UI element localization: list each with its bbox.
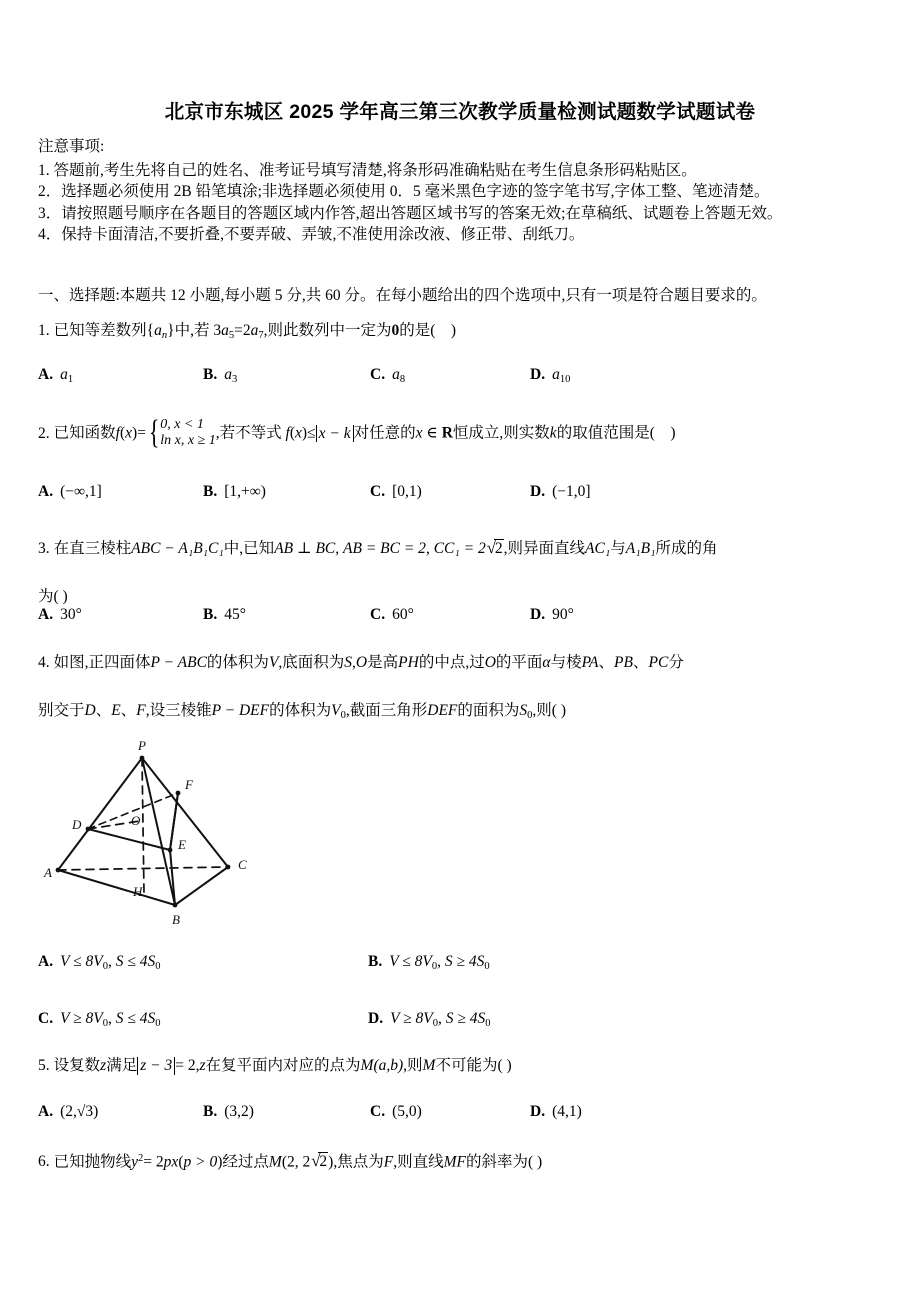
option-4-B-sub1: 0 — [431, 960, 438, 972]
option-1-C-value: a — [392, 366, 400, 383]
option-5-D-value: (4,1) — [552, 1103, 582, 1120]
option-1-D-value: a — [552, 366, 560, 383]
option-2-D[interactable] — [530, 483, 591, 501]
option-4-C-label: C. — [38, 1010, 54, 1027]
option-4-A-sep: , — [108, 953, 116, 970]
question-4-F: F — [136, 702, 146, 719]
option-5-A-value: (2,√3) — [60, 1103, 99, 1120]
sqrt-icon-2: √2 — [311, 1151, 328, 1171]
question-1-text-b: 中,若 — [174, 322, 210, 339]
question-3-text-f: 与 — [610, 540, 626, 557]
question-3-text-a: 在直三棱柱 — [53, 540, 132, 557]
question-3-cc1: CC₁ = 2 — [433, 540, 486, 557]
question-1-coef-a: 3 — [213, 322, 222, 339]
question-6-F: F — [383, 1153, 394, 1171]
option-2-C-value: [0,1) — [392, 483, 422, 500]
option-5-C-value: (5,0) — [392, 1103, 422, 1120]
notice-item-3: 3．请按照题号顺序在各题目的答题区域内作答,超出答题区域书写的答案无效;在草稿纸、试题卷上答题无效。 — [38, 204, 783, 222]
question-1-term-a: a — [221, 322, 229, 339]
option-1-C-label: C. — [370, 366, 386, 383]
option-4-A-label: A. — [38, 953, 54, 970]
option-5-B-label: B. — [203, 1103, 218, 1120]
notice-item-1: 1. 答题前,考生先将自己的姓名、准考证号填写清楚,将条形码准确粘贴在考生信息条形码粘贴区。 — [38, 161, 697, 179]
question-4-text-o: ,设三棱锥 — [145, 702, 212, 719]
figure-label-O: O — [131, 813, 141, 828]
option-5-C[interactable] — [370, 1103, 422, 1121]
question-5-Mab: (a,b) — [373, 1057, 404, 1074]
question-2-text-d: 恒成立,则实数 — [452, 424, 550, 442]
notice-item-2: 2．选择题必须使用 2B 铅笔填涂;非选择题必须使用 0．5 毫米黑色字迹的签字笔书写,字体工整、笔迹清楚。 — [38, 183, 770, 200]
question-2-k: k — [549, 424, 557, 442]
option-3-A[interactable] — [38, 606, 82, 624]
question-5-text-d: 在复平面内对应的点为 — [205, 1057, 361, 1074]
option-4-C-sub1: 0 — [102, 1017, 109, 1029]
question-4-text-h: 与棱 — [550, 654, 582, 671]
page-title: 北京市东城区 2025 学年高三第三次教学质量检测试题数学试题试卷 — [164, 101, 756, 123]
question-6-text-b: 经过点 — [222, 1153, 269, 1171]
question-4-V0: V — [331, 702, 341, 719]
option-1-A-value: a — [60, 366, 68, 383]
question-5-text-e: ,则 — [403, 1057, 423, 1074]
question-4-options-row1 — [38, 953, 900, 977]
option-2-A-value: (−∞,1] — [60, 483, 102, 500]
option-3-D-label: D. — [530, 606, 546, 623]
question-4-text-e: 是高 — [367, 654, 399, 671]
question-4-text-s: ,则( ) — [532, 702, 566, 719]
question-5-M2: M — [422, 1057, 436, 1074]
question-4-text-d: , — [352, 654, 356, 671]
question-2-text-a: 已知函数 — [53, 424, 116, 442]
question-6-text-c: ,焦点为 — [333, 1153, 384, 1171]
option-4-C-part1: V ≥ 8V — [60, 1010, 103, 1027]
question-6-point: 2, 2 — [286, 1153, 311, 1171]
question-4-S0: S — [519, 702, 528, 719]
option-3-B-label: B. — [203, 606, 218, 623]
question-2-fn-arg: x — [125, 424, 133, 442]
option-3-D[interactable] — [530, 606, 574, 624]
question-3-number: 3. — [38, 540, 50, 557]
question-3-text-c: , — [335, 540, 340, 557]
option-2-B-value: [1,+∞) — [224, 483, 266, 500]
question-6-px: px — [163, 1153, 179, 1171]
figure-label-D: D — [72, 817, 82, 832]
option-1-A-sub: 1 — [67, 373, 74, 385]
option-4-A-part1: V ≤ 8V — [60, 953, 103, 970]
question-1-seq: a — [154, 322, 162, 339]
figure-label-P: P — [138, 738, 146, 753]
question-4-V: V — [268, 654, 279, 671]
question-3-perp: AB ⊥ BC — [274, 540, 336, 557]
option-4-A[interactable] — [38, 953, 161, 972]
question-3 — [38, 535, 900, 610]
question-6-y: y — [131, 1153, 139, 1171]
question-6-text-e: 的斜率为( ) — [465, 1153, 543, 1171]
question-4-text-l: 别交于 — [38, 702, 85, 719]
question-2-text-b: ,若不等式 — [215, 424, 282, 442]
option-5-D-label: D. — [530, 1103, 546, 1120]
question-6-cond: p > 0 — [183, 1153, 218, 1171]
question-1-text-d: 的是( — [399, 322, 436, 339]
question-6-rad: 2 — [319, 1153, 328, 1171]
question-4-text-r: 的面积为 — [457, 702, 520, 719]
question-4-E: E — [111, 702, 121, 719]
tetrahedron-figure — [30, 733, 320, 938]
question-2-fn: f — [115, 424, 120, 442]
option-3-C-label: C. — [370, 606, 386, 623]
question-4-pabc: P − ABC — [150, 654, 207, 671]
question-4-PDEF: P − DEF — [211, 702, 270, 719]
question-4-PC: PC — [648, 654, 669, 671]
question-6: 6. 已知抛物线$y^2= 2px(p > 0)$经过点M(2, 2√2),焦点为F,则直线MF的斜率为( ) — [38, 1146, 900, 1175]
question-4-number: 4. — [38, 654, 50, 671]
question-4-text-k: 分 — [668, 654, 684, 671]
option-1-C-sub: 8 — [399, 373, 406, 385]
option-4-D-part2: S ≥ 4S — [445, 1010, 486, 1027]
question-1-text-e: ) — [450, 322, 457, 339]
question-4-S0-sub: 0 — [527, 709, 533, 721]
question-2-fn2-arg: x — [295, 424, 302, 442]
question-5-text-a: 设复数 — [53, 1057, 101, 1074]
question-6-MF: MF — [443, 1153, 466, 1171]
question-4-text-q: ,截面三角形 — [345, 702, 428, 719]
option-1-B-label: B. — [203, 366, 218, 383]
figure-label-E: E — [178, 837, 186, 852]
option-3-C-value: 60° — [392, 606, 414, 623]
question-4-text-p: 的体积为 — [269, 702, 332, 719]
question-4-S: S — [344, 654, 353, 671]
option-4-B-sub2: 0 — [484, 960, 490, 972]
tetrahedron-svg — [30, 733, 320, 938]
notice-item-4: 4．保持卡面清洁,不要折叠,不要弄破、弄皱,不准使用涂改液、修正带、刮纸刀。 — [38, 226, 585, 243]
option-4-D-label: D. — [368, 1010, 384, 1027]
question-1-coef-b: 2 — [242, 322, 251, 339]
question-3-text-b: 中,已知 — [223, 540, 275, 557]
option-1-C[interactable] — [370, 366, 405, 385]
notice-block — [38, 136, 894, 246]
option-5-A[interactable] — [38, 1103, 98, 1121]
question-5 — [38, 1053, 900, 1079]
option-5-A-label: A. — [38, 1103, 54, 1120]
option-3-D-value: 90° — [552, 606, 574, 623]
option-2-C-label: C. — [370, 483, 386, 500]
option-4-B-part1: V ≤ 8V — [389, 953, 432, 970]
option-4-C-sep: , — [108, 1010, 116, 1027]
option-1-B-sub: 3 — [231, 373, 238, 385]
option-5-B[interactable] — [203, 1103, 254, 1121]
question-1: 1. 已知等差数列$\{a_n\}$中,若 $3a_5=2a_7$,则此数列中一定为0的是( ) — [38, 322, 457, 341]
question-5-text-f: 不可能为( ) — [435, 1057, 512, 1074]
question-1-zero: 0 — [391, 322, 400, 339]
option-2-D-value: (−1,0] — [552, 483, 591, 500]
question-2: 2. 已知函数f(x)= { 0, x < 1 ln x, x ≥ 1 ,若不等式 f(x)≤ x − k 对任意的x ∈ R恒成立,则实数k的取值范围是( ) — [38, 414, 676, 451]
question-4-text-m: 、 — [95, 702, 112, 719]
question-4-O2: O — [484, 654, 496, 671]
option-3-B-value: 45° — [224, 606, 246, 623]
question-4-DEF: DEF — [427, 702, 458, 719]
option-1-D[interactable] — [530, 366, 570, 385]
question-6-text-a: 已知抛物线 — [53, 1153, 132, 1171]
question-1-text-c: ,则此数列中一定为 — [263, 322, 392, 339]
question-5-M: M — [360, 1057, 374, 1074]
figure-label-B: B — [172, 912, 180, 927]
option-3-C[interactable] — [370, 606, 414, 624]
question-5-text-c: , — [195, 1057, 200, 1074]
notice-heading: 注意事项: — [38, 138, 105, 155]
question-3-text-d: , — [425, 540, 430, 557]
question-4-O: O — [355, 654, 368, 671]
figure-label-F: F — [185, 777, 193, 792]
option-1-B-value: a — [224, 366, 232, 383]
option-2-A-label: A. — [38, 483, 54, 500]
question-1-options — [38, 366, 900, 390]
option-4-D[interactable] — [368, 1010, 491, 1029]
option-1-D-label: D. — [530, 366, 546, 383]
option-4-A-sub2: 0 — [155, 960, 161, 972]
question-4-text-f: 的中点,过 — [418, 654, 485, 671]
question-4 — [38, 650, 900, 729]
option-2-D-label: D. — [530, 483, 546, 500]
question-4-text-n: 、 — [120, 702, 137, 719]
option-4-A-part2: S ≤ 4S — [115, 953, 156, 970]
question-4-alpha: α — [542, 654, 551, 671]
question-4-PH: PH — [398, 654, 419, 671]
question-5-text-b: 满足 — [106, 1057, 138, 1074]
option-5-D[interactable] — [530, 1103, 582, 1121]
question-3-ac1: AC₁ — [585, 540, 611, 557]
question-2-text-e: 的取值范围是( — [556, 424, 655, 442]
question-1-seq-sub: n — [161, 329, 168, 341]
question-2-R: R — [441, 424, 453, 442]
question-4-text-i: 、 — [598, 654, 615, 671]
option-2-A[interactable] — [38, 483, 102, 501]
question-3-text-e: ,则异面直线 — [503, 540, 586, 557]
question-2-fn2: f — [285, 424, 290, 442]
option-1-A[interactable] — [38, 366, 73, 385]
question-1-equals: = — [234, 322, 243, 339]
option-2-B[interactable] — [203, 483, 266, 501]
question-6-eq: = 2 — [143, 1153, 164, 1171]
question-4-V0-sub: 0 — [340, 709, 346, 721]
question-2-xin: x ∈ — [415, 424, 438, 442]
question-6-y-sup: 2 — [138, 1153, 144, 1164]
question-4-text-g: 的平面 — [495, 654, 543, 671]
question-5-abs: z − 3 — [137, 1057, 175, 1075]
option-3-A-value: 30° — [60, 606, 82, 623]
question-6-text-d: ,则直线 — [393, 1153, 444, 1171]
option-4-B-label: B. — [368, 953, 383, 970]
question-5-z2: z — [199, 1057, 206, 1074]
question-1-text-a: 已知等差数列 — [53, 322, 147, 339]
question-2-eq: = — [137, 424, 146, 442]
option-3-B[interactable] — [203, 606, 246, 624]
question-2-abs: x − k — [316, 425, 354, 443]
question-6-M: M — [268, 1153, 282, 1171]
option-4-D-sub1: 0 — [432, 1017, 439, 1029]
sqrt-icon: √2 — [486, 538, 503, 557]
question-2-le: ≤ — [307, 424, 316, 442]
question-4-PA: PA — [581, 654, 599, 671]
option-1-D-sub: 10 — [559, 373, 571, 385]
option-4-A-sub1: 0 — [102, 960, 109, 972]
question-3-a1b1: A₁B₁ — [625, 540, 656, 557]
option-3-A-label: A. — [38, 606, 54, 623]
question-3-options — [38, 606, 900, 630]
figure-label-H: H — [133, 884, 143, 899]
option-4-B-sep: , — [437, 953, 445, 970]
piecewise-case-2: ln x, x ≥ 1 — [160, 433, 216, 448]
question-3-text-g: 所成的角 — [655, 540, 718, 557]
option-4-C-part2: S ≤ 4S — [115, 1010, 156, 1027]
question-4-text-a: 如图,正四面体 — [53, 654, 151, 671]
figure-label-A: A — [44, 865, 52, 880]
question-1-term-b: a — [250, 322, 259, 339]
section-heading: 一、选择题:本题共 12 小题,每小题 5 分,共 60 分。在每小题给出的四个选项中,只有一项是符合题目要求的。 — [38, 287, 767, 304]
option-5-C-label: C. — [370, 1103, 386, 1120]
question-1-number: 1. — [38, 322, 50, 339]
option-4-D-part1: V ≥ 8V — [390, 1010, 433, 1027]
option-1-A-label: A. — [38, 366, 54, 383]
question-3-line2: 为( ) — [38, 588, 68, 605]
question-4-options-row2 — [38, 1010, 900, 1034]
question-3-sqrt2: 2 — [494, 540, 503, 557]
option-4-C-sub2: 0 — [155, 1017, 161, 1029]
option-5-B-value: (3,2) — [224, 1103, 254, 1120]
figure-label-C: C — [238, 857, 247, 872]
question-5-options — [38, 1103, 900, 1127]
option-4-D-sub2: 0 — [485, 1017, 491, 1029]
question-2-number: 2. — [38, 424, 50, 442]
option-4-B[interactable] — [368, 953, 490, 972]
question-5-eq: = 2 — [175, 1057, 196, 1074]
option-2-C[interactable] — [370, 483, 422, 501]
question-3-prism: ABC − A₁B₁C₁ — [131, 540, 224, 557]
question-4-D: D — [84, 702, 96, 719]
option-2-B-label: B. — [203, 483, 218, 500]
question-4-text-c: ,底面积为 — [278, 654, 345, 671]
question-4-PB: PB — [614, 654, 633, 671]
question-5-z: z — [100, 1057, 107, 1074]
question-4-text-b: 的体积为 — [206, 654, 269, 671]
question-2-text-c: 对任意的 — [353, 424, 416, 442]
question-3-eq1: AB = BC = 2 — [343, 540, 426, 557]
question-1-term-a-sub: 5 — [228, 329, 235, 341]
piecewise-function: { 0, x < 1 ln x, x ≥ 1 — [148, 414, 216, 451]
option-4-D-sep: , — [438, 1010, 446, 1027]
piecewise-case-1: 0, x < 1 — [160, 417, 204, 432]
question-1-term-b-sub: 7 — [258, 329, 264, 341]
question-2-options — [38, 483, 900, 507]
question-5-number: 5. — [38, 1057, 50, 1074]
option-4-C[interactable] — [38, 1010, 161, 1029]
question-6-number: 6. — [38, 1153, 50, 1171]
question-2-text-f: ) — [670, 424, 676, 442]
question-4-text-j: 、 — [632, 654, 649, 671]
option-4-B-part2: S ≥ 4S — [444, 953, 485, 970]
option-1-B[interactable] — [203, 366, 237, 385]
